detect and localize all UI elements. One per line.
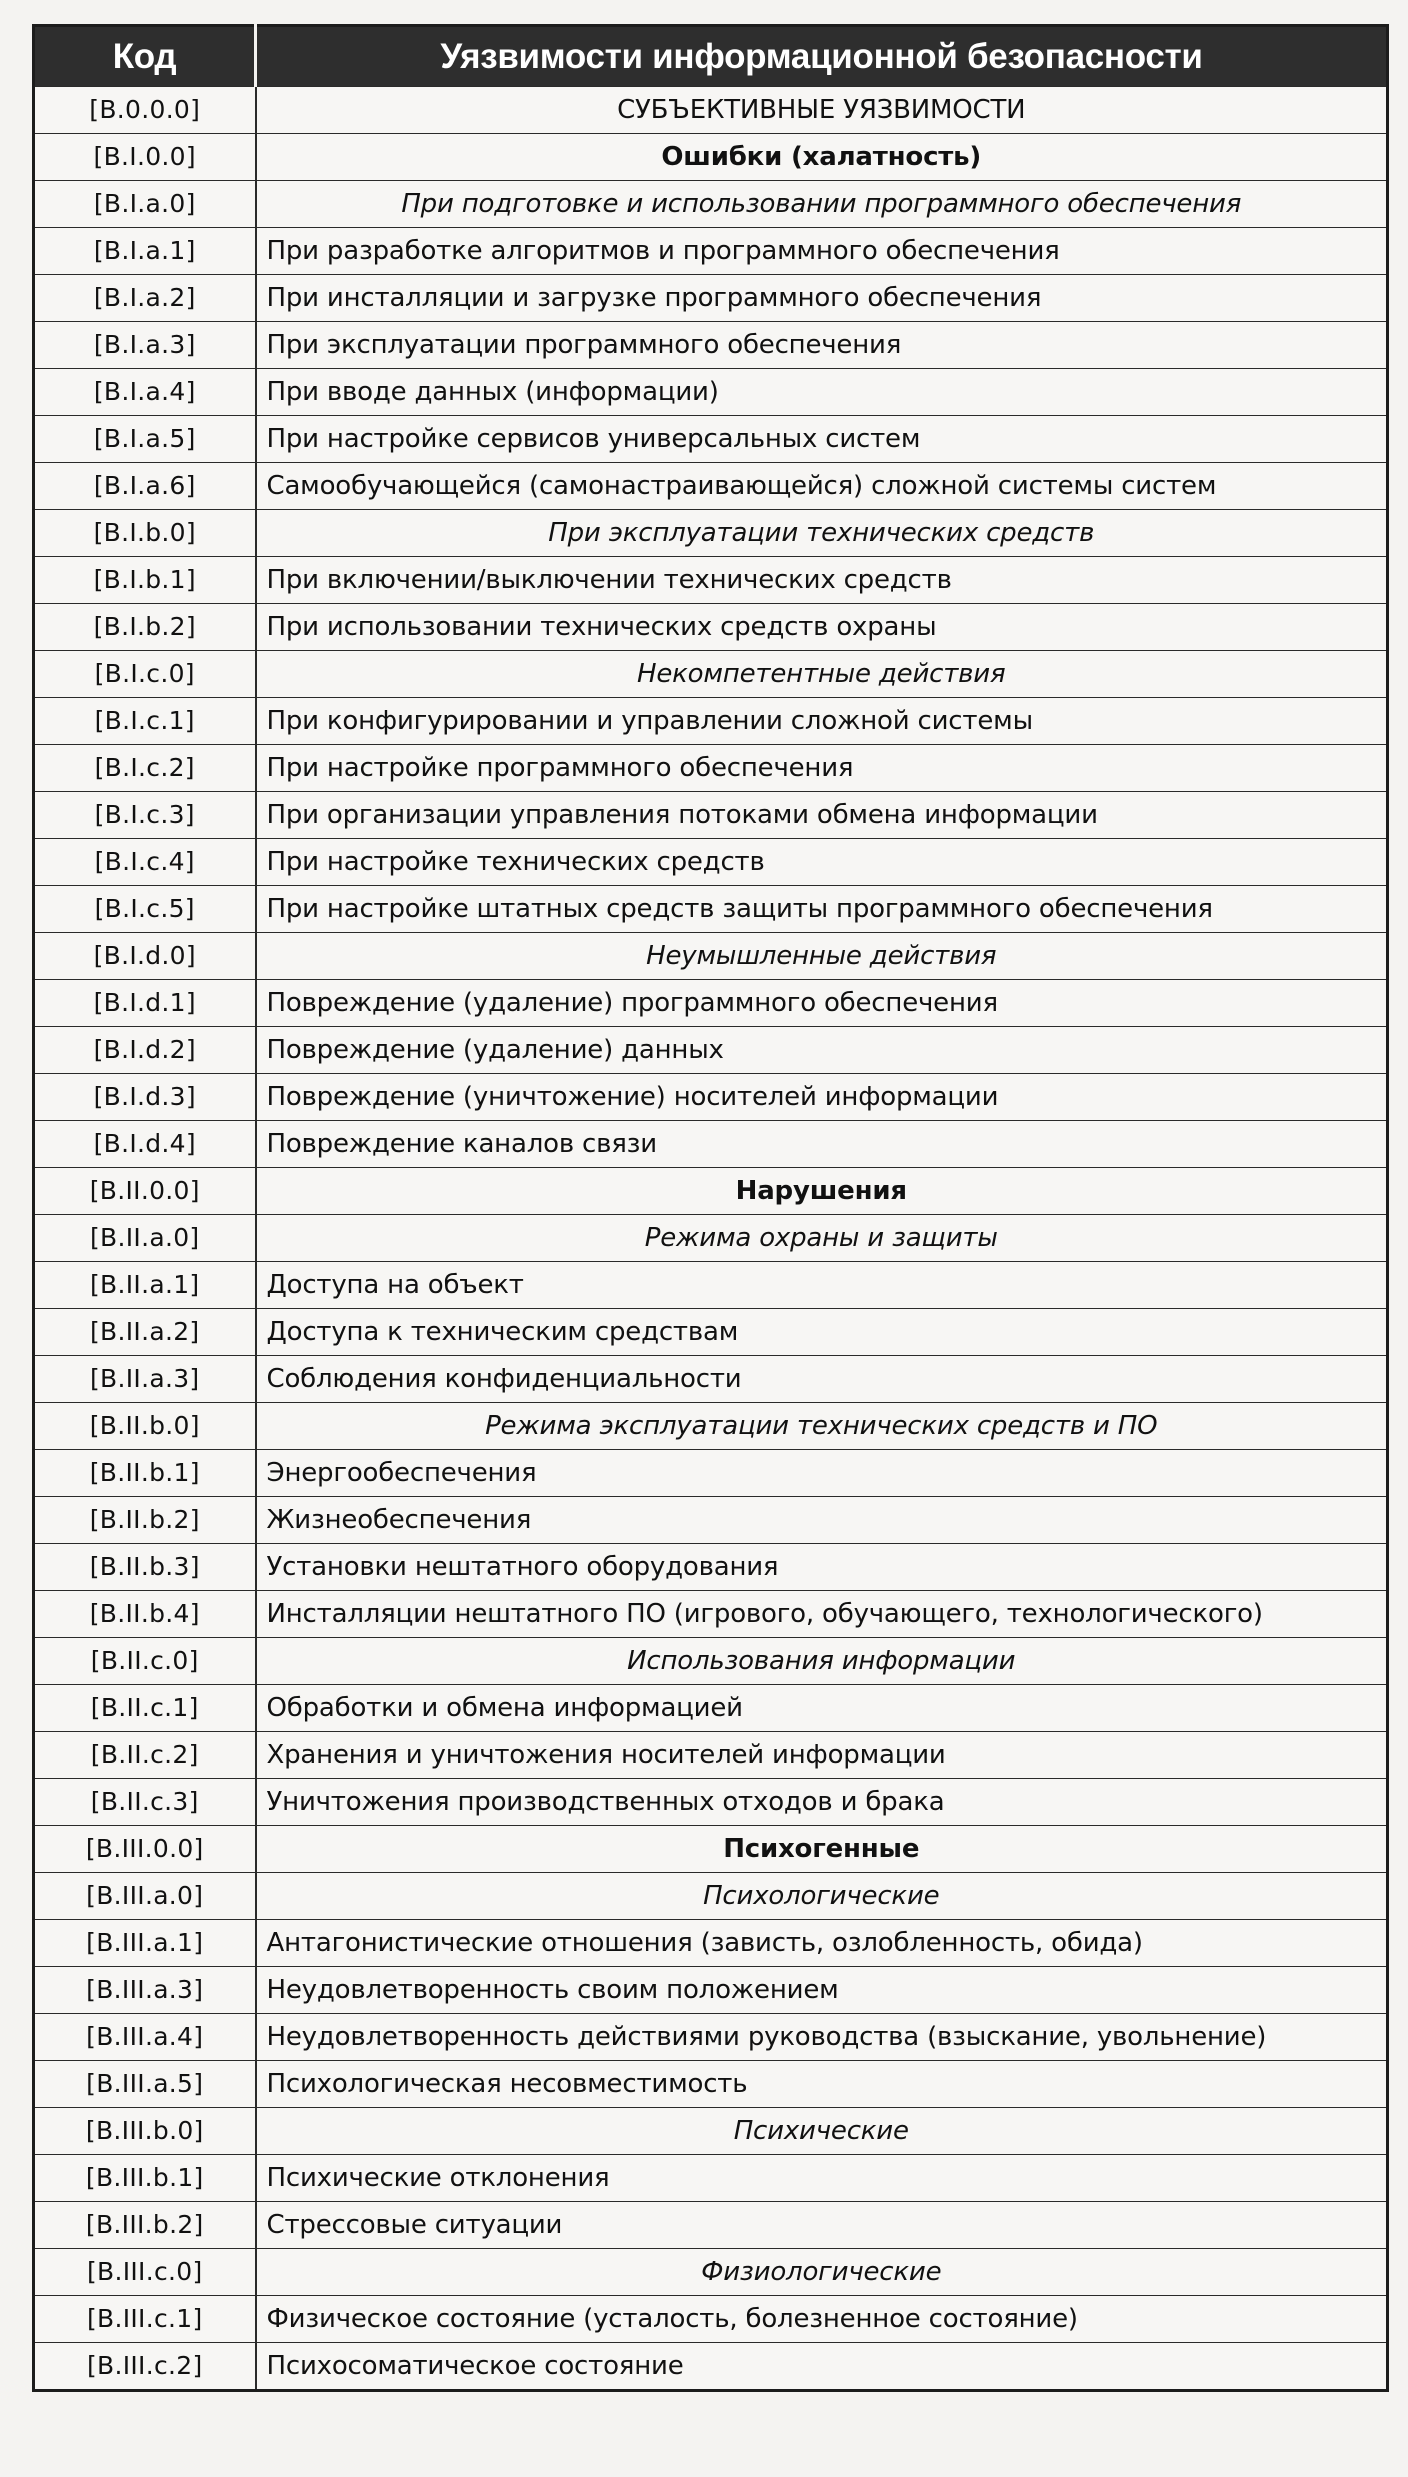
row-code: [B.II.a.3] xyxy=(34,1356,256,1403)
row-description: Нарушения xyxy=(256,1168,1388,1215)
row-description: Самообучающейся (самонастраивающейся) сложной системы систем xyxy=(256,463,1388,510)
row-description: Повреждение (удаление) данных xyxy=(256,1027,1388,1074)
row-description: Психогенные xyxy=(256,1826,1388,1873)
table-row xyxy=(34,2296,1388,2343)
row-description: Уничтожения производственных отходов и брака xyxy=(256,1779,1388,1826)
table-row xyxy=(34,980,1388,1027)
table-row xyxy=(34,87,1388,134)
row-code: [B.II.a.1] xyxy=(34,1262,256,1309)
table-row xyxy=(34,2014,1388,2061)
row-description: При разработке алгоритмов и программного обеспечения xyxy=(256,228,1388,275)
table-row xyxy=(34,2061,1388,2108)
table-row xyxy=(34,1168,1388,1215)
table-row xyxy=(34,839,1388,886)
table-row xyxy=(34,1450,1388,1497)
table-row xyxy=(34,1920,1388,1967)
table-row xyxy=(34,463,1388,510)
row-description: Повреждение каналов связи xyxy=(256,1121,1388,1168)
row-description: Соблюдения конфиденциальности xyxy=(256,1356,1388,1403)
row-code: [B.II.0.0] xyxy=(34,1168,256,1215)
table-row xyxy=(34,1873,1388,1920)
table-row xyxy=(34,1121,1388,1168)
row-description: Установки нештатного оборудования xyxy=(256,1544,1388,1591)
row-code: [B.I.a.4] xyxy=(34,369,256,416)
row-description: Неумышленные действия xyxy=(256,933,1388,980)
row-description: Ошибки (халатность) xyxy=(256,134,1388,181)
row-description: Психологические xyxy=(256,1873,1388,1920)
row-code: [B.III.c.2] xyxy=(34,2343,256,2391)
row-code: [B.II.b.1] xyxy=(34,1450,256,1497)
row-description: При использовании технических средств охраны xyxy=(256,604,1388,651)
table-row xyxy=(34,2343,1388,2391)
row-description: Энергообеспечения xyxy=(256,1450,1388,1497)
row-code: [B.II.a.0] xyxy=(34,1215,256,1262)
row-code: [B.I.c.5] xyxy=(34,886,256,933)
table-row xyxy=(34,416,1388,463)
row-description: Повреждение (уничтожение) носителей информации xyxy=(256,1074,1388,1121)
row-code: [B.I.a.6] xyxy=(34,463,256,510)
row-description: СУБЪЕКТИВНЫЕ УЯЗВИМОСТИ xyxy=(256,87,1388,134)
row-code: [B.II.b.0] xyxy=(34,1403,256,1450)
document-page xyxy=(32,24,1386,2392)
table-row xyxy=(34,933,1388,980)
table-row xyxy=(34,1074,1388,1121)
row-description: При вводе данных (информации) xyxy=(256,369,1388,416)
row-code: [B.III.a.1] xyxy=(34,1920,256,1967)
row-code: [B.I.0.0] xyxy=(34,134,256,181)
vulnerability-table xyxy=(32,24,1389,2392)
table-row xyxy=(34,1356,1388,1403)
row-code: [B.III.a.0] xyxy=(34,1873,256,1920)
row-code: [B.II.c.0] xyxy=(34,1638,256,1685)
table-row xyxy=(34,745,1388,792)
row-code: [B.III.c.0] xyxy=(34,2249,256,2296)
row-description: Жизнеобеспечения xyxy=(256,1497,1388,1544)
table-row xyxy=(34,651,1388,698)
row-description: Повреждение (удаление) программного обеспечения xyxy=(256,980,1388,1027)
table-row xyxy=(34,1732,1388,1779)
row-description: При настройке программного обеспечения xyxy=(256,745,1388,792)
row-code: [B.II.b.2] xyxy=(34,1497,256,1544)
row-code: [B.I.c.3] xyxy=(34,792,256,839)
table-row xyxy=(34,1967,1388,2014)
row-description: Использования информации xyxy=(256,1638,1388,1685)
table-row xyxy=(34,604,1388,651)
row-description: Психологическая несовместимость xyxy=(256,2061,1388,2108)
row-code: [B.I.c.1] xyxy=(34,698,256,745)
row-code: [B.III.b.0] xyxy=(34,2108,256,2155)
row-code: [B.I.a.5] xyxy=(34,416,256,463)
row-description: При подготовке и использовании программного обеспечения xyxy=(256,181,1388,228)
table-row xyxy=(34,1215,1388,1262)
row-code: [B.I.c.2] xyxy=(34,745,256,792)
table-row xyxy=(34,886,1388,933)
row-description: Доступа к техническим средствам xyxy=(256,1309,1388,1356)
row-description: Психосоматическое состояние xyxy=(256,2343,1388,2391)
table-header xyxy=(34,26,1388,87)
table-row xyxy=(34,1826,1388,1873)
row-code: [B.III.0.0] xyxy=(34,1826,256,1873)
table-row xyxy=(34,2202,1388,2249)
row-description: При настройке штатных средств защиты программного обеспечения xyxy=(256,886,1388,933)
table-row xyxy=(34,1591,1388,1638)
table-row xyxy=(34,228,1388,275)
table-row xyxy=(34,2155,1388,2202)
row-description: Физическое состояние (усталость, болезненное состояние) xyxy=(256,2296,1388,2343)
row-description: При инсталляции и загрузке программного обеспечения xyxy=(256,275,1388,322)
row-description: При конфигурировании и управлении сложной системы xyxy=(256,698,1388,745)
row-code: [B.I.a.3] xyxy=(34,322,256,369)
row-description: Антагонистические отношения (зависть, озлобленность, обида) xyxy=(256,1920,1388,1967)
header-description: Уязвимости информационной безопасности xyxy=(256,26,1388,87)
row-code: [B.I.d.4] xyxy=(34,1121,256,1168)
row-code: [B.III.b.2] xyxy=(34,2202,256,2249)
row-code: [B.II.b.3] xyxy=(34,1544,256,1591)
row-description: Некомпетентные действия xyxy=(256,651,1388,698)
table-row xyxy=(34,792,1388,839)
table-row xyxy=(34,1309,1388,1356)
row-description: При эксплуатации программного обеспечения xyxy=(256,322,1388,369)
row-description: При настройке технических средств xyxy=(256,839,1388,886)
table-row xyxy=(34,2249,1388,2296)
row-description: Неудовлетворенность своим положением xyxy=(256,1967,1388,2014)
row-code: [B.I.c.4] xyxy=(34,839,256,886)
row-code: [B.I.b.2] xyxy=(34,604,256,651)
row-description: Режима эксплуатации технических средств и ПО xyxy=(256,1403,1388,1450)
table-row xyxy=(34,369,1388,416)
row-code: [B.III.a.4] xyxy=(34,2014,256,2061)
row-description: Режима охраны и защиты xyxy=(256,1215,1388,1262)
row-code: [B.I.d.1] xyxy=(34,980,256,1027)
row-code: [B.I.a.1] xyxy=(34,228,256,275)
table-row xyxy=(34,1262,1388,1309)
row-code: [B.III.a.5] xyxy=(34,2061,256,2108)
table-row xyxy=(34,1497,1388,1544)
row-description: Обработки и обмена информацией xyxy=(256,1685,1388,1732)
header-row xyxy=(34,26,1388,87)
row-description: Хранения и уничтожения носителей информации xyxy=(256,1732,1388,1779)
row-description: При эксплуатации технических средств xyxy=(256,510,1388,557)
row-code: [B.III.a.3] xyxy=(34,1967,256,2014)
row-description: Стрессовые ситуации xyxy=(256,2202,1388,2249)
table-row xyxy=(34,1027,1388,1074)
table-row xyxy=(34,322,1388,369)
row-code: [B.0.0.0] xyxy=(34,87,256,134)
header-code: Код xyxy=(34,26,256,87)
row-code: [B.I.a.2] xyxy=(34,275,256,322)
row-description: Доступа на объект xyxy=(256,1262,1388,1309)
table-row xyxy=(34,2108,1388,2155)
row-code: [B.II.c.3] xyxy=(34,1779,256,1826)
table-row xyxy=(34,557,1388,604)
row-description: Психические отклонения xyxy=(256,2155,1388,2202)
row-code: [B.III.c.1] xyxy=(34,2296,256,2343)
row-code: [B.II.a.2] xyxy=(34,1309,256,1356)
table-row xyxy=(34,1685,1388,1732)
row-description: Психические xyxy=(256,2108,1388,2155)
table-body xyxy=(34,87,1388,2391)
row-description: Неудовлетворенность действиями руководства (взыскание, увольнение) xyxy=(256,2014,1388,2061)
row-code: [B.I.d.0] xyxy=(34,933,256,980)
table-row xyxy=(34,275,1388,322)
row-description: При включении/выключении технических средств xyxy=(256,557,1388,604)
table-row xyxy=(34,1638,1388,1685)
row-code: [B.I.d.2] xyxy=(34,1027,256,1074)
row-code: [B.I.b.1] xyxy=(34,557,256,604)
table-row xyxy=(34,1403,1388,1450)
table-row xyxy=(34,510,1388,557)
row-description: При настройке сервисов универсальных систем xyxy=(256,416,1388,463)
table-row xyxy=(34,698,1388,745)
row-description: Физиологические xyxy=(256,2249,1388,2296)
row-code: [B.III.b.1] xyxy=(34,2155,256,2202)
table-row xyxy=(34,1544,1388,1591)
row-code: [B.II.b.4] xyxy=(34,1591,256,1638)
row-code: [B.I.c.0] xyxy=(34,651,256,698)
table-row xyxy=(34,1779,1388,1826)
row-code: [B.I.d.3] xyxy=(34,1074,256,1121)
table-row xyxy=(34,181,1388,228)
row-code: [B.I.b.0] xyxy=(34,510,256,557)
row-code: [B.II.c.1] xyxy=(34,1685,256,1732)
row-description: При организации управления потоками обмена информации xyxy=(256,792,1388,839)
row-description: Инсталляции нештатного ПО (игрового, обучающего, технологического) xyxy=(256,1591,1388,1638)
row-code: [B.I.a.0] xyxy=(34,181,256,228)
row-code: [B.II.c.2] xyxy=(34,1732,256,1779)
table-row xyxy=(34,134,1388,181)
